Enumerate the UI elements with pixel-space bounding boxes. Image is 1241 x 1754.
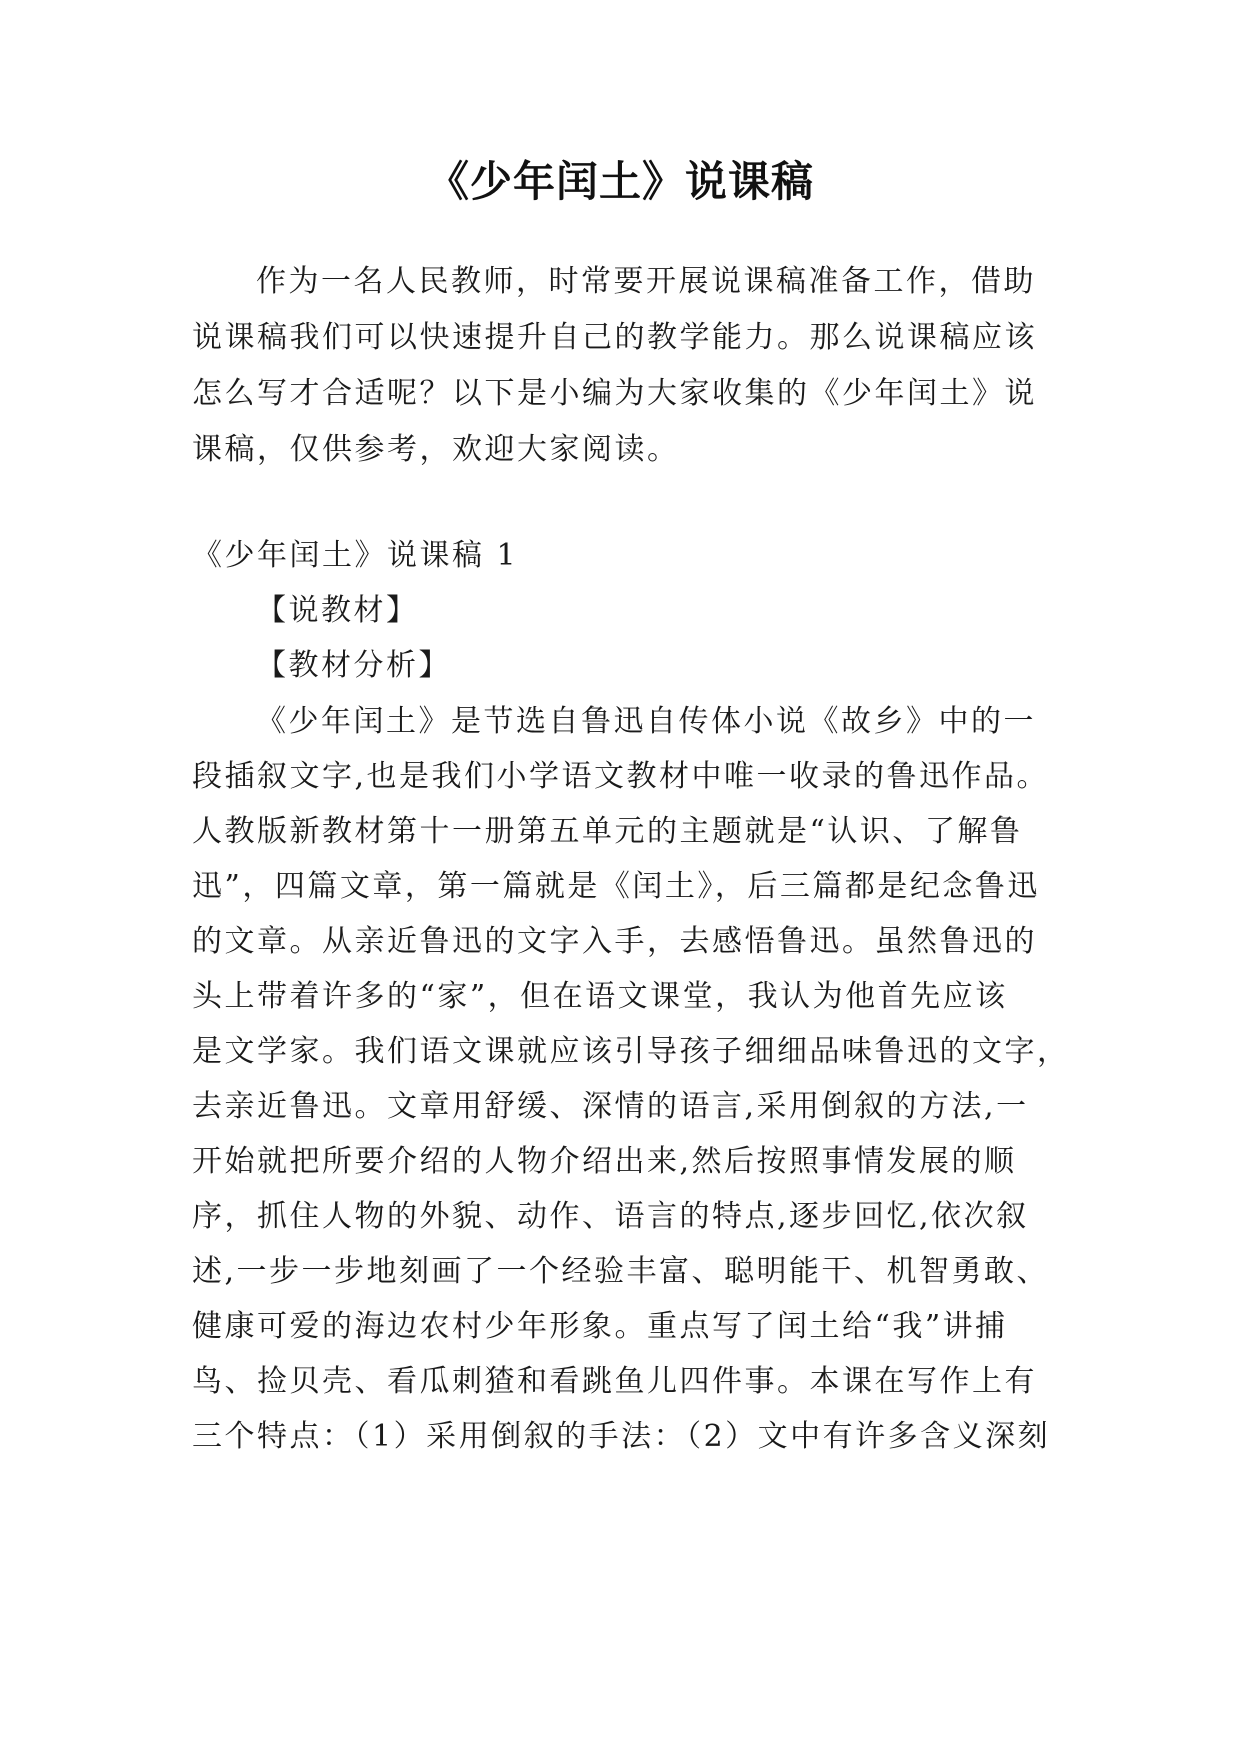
sub-heading-material-analysis: 【教材分析】 (256, 648, 451, 683)
body-line-11: 述,一步一步地刻画了一个经验丰富、聪明能干、机智勇敢、 (192, 1254, 1050, 1289)
intro-line-4: 课稿，仅供参考，欢迎大家阅读。 (192, 432, 680, 467)
body-line-3: 人教版新教材第十一册第五单元的主题就是“认识、了解鲁 (192, 814, 1023, 849)
body-line-4: 迅”，四篇文章，第一篇就是《闰土》，后三篇都是纪念鲁迅 (192, 869, 1040, 904)
body-line-13: 鸟、捡贝壳、看瓜刺猹和看跳鱼儿四件事。本课在写作上有 (192, 1364, 1037, 1399)
section-heading: 《少年闰土》说课稿 1 (192, 538, 519, 573)
body-line-2: 段插叙文字,也是我们小学语文教材中唯一收录的鲁迅作品。 (192, 759, 1050, 794)
intro-line-3: 怎么写才合适呢？以下是小编为大家收集的《少年闰土》说 (192, 376, 1037, 411)
body-line-14: 三个特点：（1）采用倒叙的手法：（2）文中有许多含义深刻 (192, 1419, 1051, 1454)
body-line-8: 去亲近鲁迅。文章用舒缓、深情的语言,采用倒叙的方法,一 (192, 1089, 1029, 1124)
body-line-5: 的文章。从亲近鲁迅的文字入手，去感悟鲁迅。虽然鲁迅的 (192, 924, 1037, 959)
body-line-10: 序，抓住人物的外貌、动作、语言的特点,逐步回忆,依次叙 (192, 1199, 1029, 1234)
body-line-7: 是文学家。我们语文课就应该引导孩子细细品味鲁迅的文字， (192, 1034, 1070, 1069)
body-line-9: 开始就把所要介绍的人物介绍出来,然后按照事情发展的顺 (192, 1144, 1017, 1179)
body-line-1: 《少年闰土》是节选自鲁迅自传体小说《故乡》中的一 (256, 704, 1036, 739)
document-title: 《少年闰土》说课稿 (426, 157, 814, 206)
body-line-12: 健康可爱的海边农村少年形象。重点写了闰土给“我”讲捕 (192, 1309, 1008, 1344)
body-line-6: 头上带着许多的“家”，但在语文课堂，我认为他首先应该 (192, 979, 1008, 1014)
sub-heading-teaching-material: 【说教材】 (256, 593, 419, 628)
intro-line-2: 说课稿我们可以快速提升自己的教学能力。那么说课稿应该 (192, 320, 1037, 355)
intro-line-1: 作为一名人民教师，时常要开展说课稿准备工作，借助 (256, 264, 1036, 299)
